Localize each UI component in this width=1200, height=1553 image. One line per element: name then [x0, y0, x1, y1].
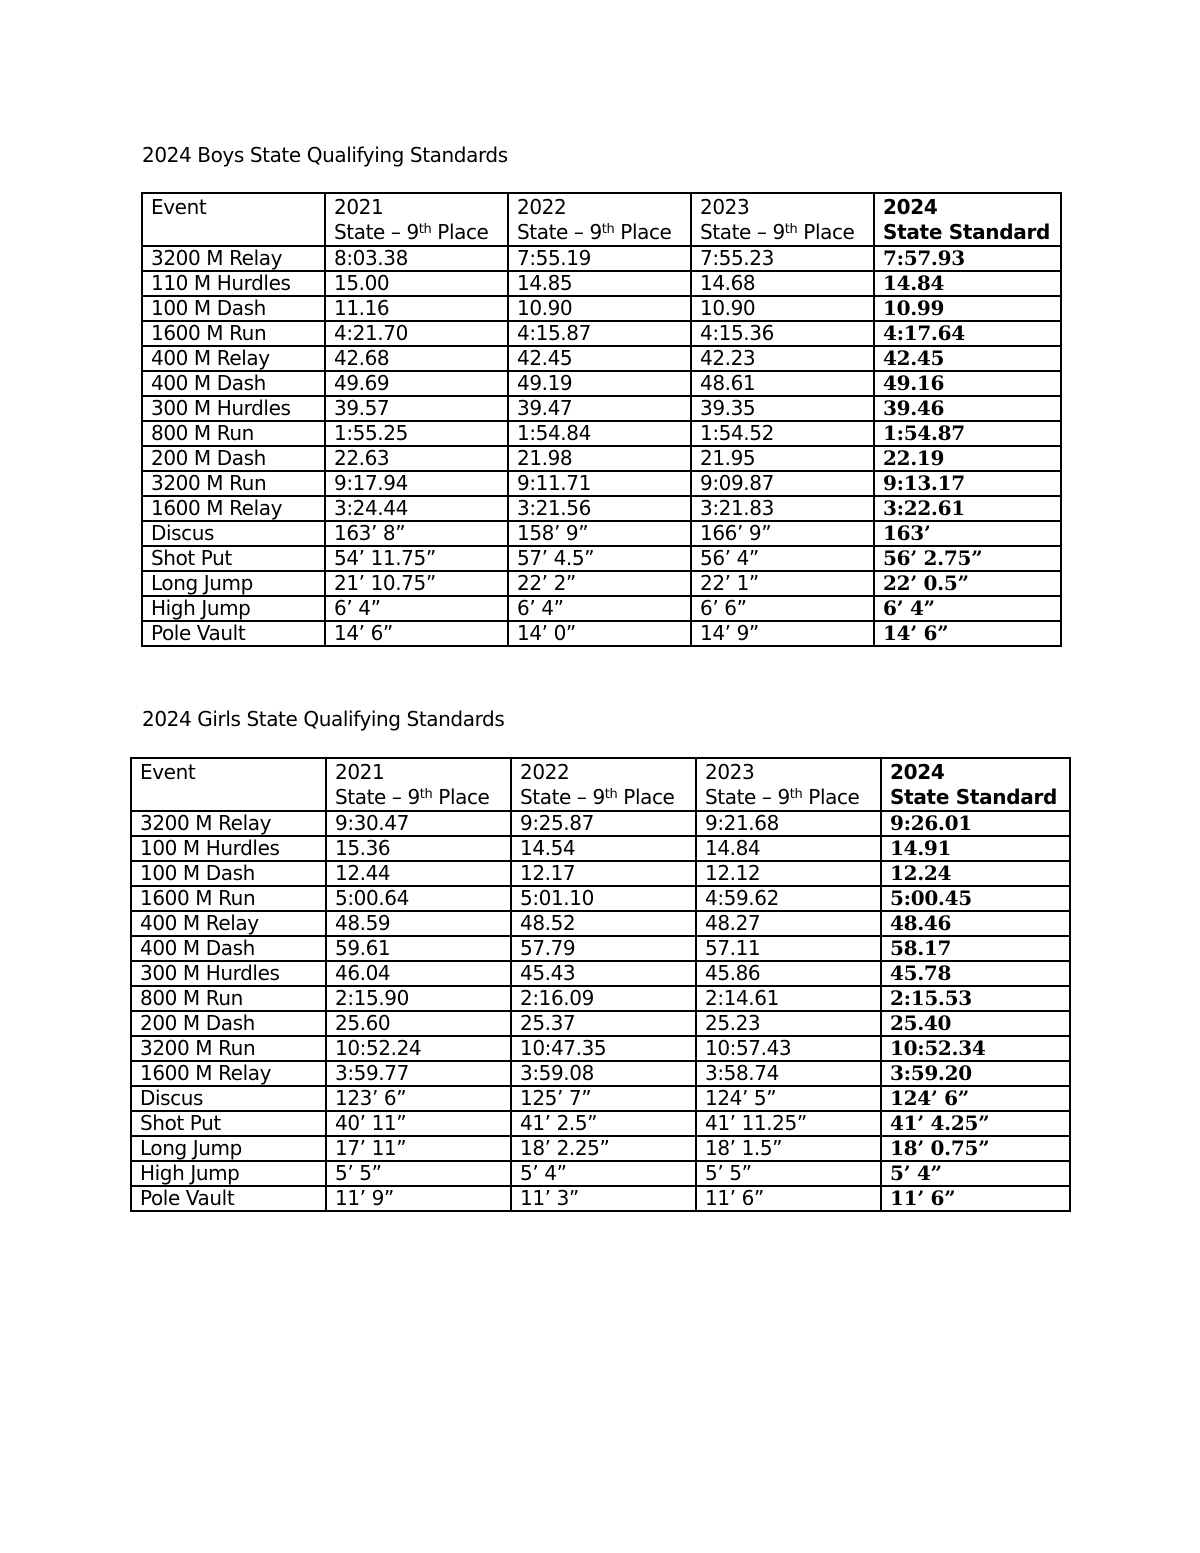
- event-cell: 100 M Dash: [142, 296, 325, 321]
- standard-2024-cell: 42.45: [874, 346, 1061, 371]
- result-2021-cell: 9:17.94: [325, 471, 508, 496]
- boys-standards-table: [141, 192, 1062, 647]
- standard-2024-cell: 14.84: [874, 271, 1061, 296]
- event-cell: 1600 M Run: [131, 886, 326, 911]
- standard-2024-cell: 1:54.87: [874, 421, 1061, 446]
- result-2022-cell: 12.17: [511, 861, 696, 886]
- result-2022-cell: 5’ 4”: [511, 1161, 696, 1186]
- result-2022-cell: 57’ 4.5”: [508, 546, 691, 571]
- result-2023-cell: 42.23: [691, 346, 874, 371]
- table-header-row: [142, 193, 1061, 246]
- header-2022: [511, 758, 696, 811]
- standard-2024-cell: 49.16: [874, 371, 1061, 396]
- result-2021-cell: 2:15.90: [326, 986, 511, 1011]
- table-row: [131, 1061, 1070, 1086]
- event-cell: 1600 M Run: [142, 321, 325, 346]
- event-cell: Long Jump: [142, 571, 325, 596]
- table-row: [131, 986, 1070, 1011]
- result-2021-cell: 1:55.25: [325, 421, 508, 446]
- result-2023-cell: 21.95: [691, 446, 874, 471]
- event-cell: 800 M Run: [142, 421, 325, 446]
- table-row: [142, 271, 1061, 296]
- event-cell: 1600 M Relay: [142, 496, 325, 521]
- result-2022-cell: 41’ 2.5”: [511, 1111, 696, 1136]
- standard-2024-cell: 12.24: [881, 861, 1070, 886]
- result-2023-cell: 25.23: [696, 1011, 881, 1036]
- header-year: 2022: [517, 195, 567, 219]
- header-event: Event: [131, 758, 326, 811]
- table-row: [142, 521, 1061, 546]
- result-2023-cell: 6’ 6”: [691, 596, 874, 621]
- table-row: [131, 811, 1070, 836]
- result-2022-cell: 22’ 2”: [508, 571, 691, 596]
- result-2021-cell: 17’ 11”: [326, 1136, 511, 1161]
- event-cell: Shot Put: [142, 546, 325, 571]
- result-2023-cell: 3:21.83: [691, 496, 874, 521]
- event-cell: Pole Vault: [142, 621, 325, 646]
- event-cell: High Jump: [131, 1161, 326, 1186]
- header-2024-standard: [881, 758, 1070, 811]
- standard-2024-cell: 22.19: [874, 446, 1061, 471]
- result-2023-cell: 3:58.74: [696, 1061, 881, 1086]
- result-2022-cell: 25.37: [511, 1011, 696, 1036]
- result-2023-cell: 48.61: [691, 371, 874, 396]
- header-place: State – 9th Place: [517, 220, 672, 244]
- table-row: [142, 446, 1061, 471]
- result-2022-cell: 48.52: [511, 911, 696, 936]
- result-2022-cell: 3:21.56: [508, 496, 691, 521]
- table-row: [142, 471, 1061, 496]
- result-2021-cell: 4:21.70: [325, 321, 508, 346]
- standard-2024-cell: 7:57.93: [874, 246, 1061, 271]
- result-2021-cell: 14’ 6”: [325, 621, 508, 646]
- header-2021: [326, 758, 511, 811]
- standard-2024-cell: 9:26.01: [881, 811, 1070, 836]
- header-event: Event: [142, 193, 325, 246]
- standard-2024-cell: 25.40: [881, 1011, 1070, 1036]
- standard-2024-cell: 56’ 2.75”: [874, 546, 1061, 571]
- result-2022-cell: 158’ 9”: [508, 521, 691, 546]
- event-cell: 1600 M Relay: [131, 1061, 326, 1086]
- result-2022-cell: 21.98: [508, 446, 691, 471]
- standard-2024-cell: 3:22.61: [874, 496, 1061, 521]
- header-place: State – 9th Place: [520, 785, 675, 809]
- event-cell: 3200 M Relay: [142, 246, 325, 271]
- table-row: [142, 321, 1061, 346]
- header-place: State – 9th Place: [334, 220, 489, 244]
- standard-2024-cell: 58.17: [881, 936, 1070, 961]
- result-2023-cell: 14.84: [696, 836, 881, 861]
- table-row: [142, 621, 1061, 646]
- result-2022-cell: 1:54.84: [508, 421, 691, 446]
- standard-2024-cell: 6’ 4”: [874, 596, 1061, 621]
- result-2023-cell: 56’ 4”: [691, 546, 874, 571]
- standard-2024-cell: 9:13.17: [874, 471, 1061, 496]
- result-2022-cell: 10.90: [508, 296, 691, 321]
- result-2022-cell: 6’ 4”: [508, 596, 691, 621]
- table-row: [142, 346, 1061, 371]
- result-2021-cell: 15.00: [325, 271, 508, 296]
- event-cell: 200 M Dash: [142, 446, 325, 471]
- header-2023: [696, 758, 881, 811]
- header-year: 2024: [883, 195, 938, 219]
- result-2023-cell: 48.27: [696, 911, 881, 936]
- result-2021-cell: 123’ 6”: [326, 1086, 511, 1111]
- standard-2024-cell: 10:52.34: [881, 1036, 1070, 1061]
- standard-2024-cell: 41’ 4.25”: [881, 1111, 1070, 1136]
- standard-2024-cell: 14.91: [881, 836, 1070, 861]
- table-row: [142, 571, 1061, 596]
- table-row: [131, 911, 1070, 936]
- result-2021-cell: 5:00.64: [326, 886, 511, 911]
- girls-title: 2024 Girls State Qualifying Standards: [142, 707, 505, 731]
- result-2023-cell: 39.35: [691, 396, 874, 421]
- table-row: [142, 546, 1061, 571]
- standard-2024-cell: 5:00.45: [881, 886, 1070, 911]
- header-2021: [325, 193, 508, 246]
- result-2023-cell: 1:54.52: [691, 421, 874, 446]
- standard-2024-cell: 10.99: [874, 296, 1061, 321]
- result-2023-cell: 4:59.62: [696, 886, 881, 911]
- result-2023-cell: 9:21.68: [696, 811, 881, 836]
- result-2022-cell: 2:16.09: [511, 986, 696, 1011]
- event-cell: 200 M Dash: [131, 1011, 326, 1036]
- standard-2024-cell: 45.78: [881, 961, 1070, 986]
- result-2022-cell: 49.19: [508, 371, 691, 396]
- result-2023-cell: 2:14.61: [696, 986, 881, 1011]
- result-2023-cell: 10:57.43: [696, 1036, 881, 1061]
- result-2021-cell: 163’ 8”: [325, 521, 508, 546]
- result-2022-cell: 4:15.87: [508, 321, 691, 346]
- table-row: [142, 421, 1061, 446]
- girls-standards-table: [130, 757, 1071, 1212]
- table-row: [131, 1086, 1070, 1111]
- table-row: [142, 396, 1061, 421]
- header-year: 2023: [705, 760, 755, 784]
- result-2021-cell: 22.63: [325, 446, 508, 471]
- result-2023-cell: 14’ 9”: [691, 621, 874, 646]
- event-cell: 110 M Hurdles: [142, 271, 325, 296]
- table-row: [131, 1011, 1070, 1036]
- event-cell: 300 M Hurdles: [131, 961, 326, 986]
- event-cell: Discus: [142, 521, 325, 546]
- result-2022-cell: 18’ 2.25”: [511, 1136, 696, 1161]
- result-2023-cell: 9:09.87: [691, 471, 874, 496]
- event-cell: 400 M Dash: [131, 936, 326, 961]
- result-2022-cell: 7:55.19: [508, 246, 691, 271]
- result-2022-cell: 14.85: [508, 271, 691, 296]
- result-2022-cell: 125’ 7”: [511, 1086, 696, 1111]
- result-2023-cell: 11’ 6”: [696, 1186, 881, 1211]
- header-2023: [691, 193, 874, 246]
- result-2023-cell: 41’ 11.25”: [696, 1111, 881, 1136]
- result-2022-cell: 9:11.71: [508, 471, 691, 496]
- result-2023-cell: 10.90: [691, 296, 874, 321]
- result-2021-cell: 3:24.44: [325, 496, 508, 521]
- result-2022-cell: 39.47: [508, 396, 691, 421]
- table-row: [131, 936, 1070, 961]
- table-row: [142, 596, 1061, 621]
- result-2023-cell: 124’ 5”: [696, 1086, 881, 1111]
- header-2022: [508, 193, 691, 246]
- result-2022-cell: 14.54: [511, 836, 696, 861]
- table-row: [131, 961, 1070, 986]
- event-cell: 3200 M Run: [131, 1036, 326, 1061]
- standard-2024-cell: 14’ 6”: [874, 621, 1061, 646]
- result-2021-cell: 46.04: [326, 961, 511, 986]
- girls-table-body: [131, 811, 1070, 1211]
- result-2022-cell: 42.45: [508, 346, 691, 371]
- standard-2024-cell: 39.46: [874, 396, 1061, 421]
- result-2021-cell: 5’ 5”: [326, 1161, 511, 1186]
- boys-table-body: [142, 246, 1061, 646]
- event-cell: 300 M Hurdles: [142, 396, 325, 421]
- standard-2024-cell: 3:59.20: [881, 1061, 1070, 1086]
- table-row: [142, 496, 1061, 521]
- event-cell: 3200 M Relay: [131, 811, 326, 836]
- header-standard-label: State Standard: [883, 220, 1051, 244]
- standard-2024-cell: 163’: [874, 521, 1061, 546]
- result-2021-cell: 54’ 11.75”: [325, 546, 508, 571]
- result-2021-cell: 48.59: [326, 911, 511, 936]
- result-2023-cell: 14.68: [691, 271, 874, 296]
- result-2022-cell: 10:47.35: [511, 1036, 696, 1061]
- table-row: [142, 296, 1061, 321]
- event-cell: 100 M Dash: [131, 861, 326, 886]
- result-2021-cell: 8:03.38: [325, 246, 508, 271]
- event-cell: 400 M Relay: [142, 346, 325, 371]
- result-2023-cell: 45.86: [696, 961, 881, 986]
- result-2021-cell: 11.16: [325, 296, 508, 321]
- event-cell: Pole Vault: [131, 1186, 326, 1211]
- header-year: 2022: [520, 760, 570, 784]
- event-cell: 400 M Dash: [142, 371, 325, 396]
- result-2021-cell: 59.61: [326, 936, 511, 961]
- event-cell: 400 M Relay: [131, 911, 326, 936]
- boys-title: 2024 Boys State Qualifying Standards: [142, 143, 508, 167]
- standard-2024-cell: 18’ 0.75”: [881, 1136, 1070, 1161]
- table-row: [131, 836, 1070, 861]
- result-2022-cell: 5:01.10: [511, 886, 696, 911]
- table-row: [131, 1136, 1070, 1161]
- result-2021-cell: 3:59.77: [326, 1061, 511, 1086]
- result-2022-cell: 3:59.08: [511, 1061, 696, 1086]
- event-cell: Shot Put: [131, 1111, 326, 1136]
- standard-2024-cell: 11’ 6”: [881, 1186, 1070, 1211]
- result-2022-cell: 45.43: [511, 961, 696, 986]
- table-row: [131, 1111, 1070, 1136]
- result-2022-cell: 57.79: [511, 936, 696, 961]
- table-row: [131, 886, 1070, 911]
- result-2021-cell: 42.68: [325, 346, 508, 371]
- standard-2024-cell: 124’ 6”: [881, 1086, 1070, 1111]
- header-place: State – 9th Place: [335, 785, 490, 809]
- result-2021-cell: 9:30.47: [326, 811, 511, 836]
- result-2023-cell: 57.11: [696, 936, 881, 961]
- result-2021-cell: 21’ 10.75”: [325, 571, 508, 596]
- event-cell: 800 M Run: [131, 986, 326, 1011]
- event-cell: 100 M Hurdles: [131, 836, 326, 861]
- result-2021-cell: 10:52.24: [326, 1036, 511, 1061]
- header-year: 2021: [334, 195, 384, 219]
- result-2023-cell: 5’ 5”: [696, 1161, 881, 1186]
- header-place: State – 9th Place: [700, 220, 855, 244]
- event-cell: 3200 M Run: [142, 471, 325, 496]
- table-row: [131, 1161, 1070, 1186]
- result-2023-cell: 12.12: [696, 861, 881, 886]
- result-2021-cell: 15.36: [326, 836, 511, 861]
- result-2023-cell: 18’ 1.5”: [696, 1136, 881, 1161]
- result-2021-cell: 25.60: [326, 1011, 511, 1036]
- result-2022-cell: 9:25.87: [511, 811, 696, 836]
- result-2021-cell: 39.57: [325, 396, 508, 421]
- event-cell: Long Jump: [131, 1136, 326, 1161]
- event-cell: Discus: [131, 1086, 326, 1111]
- header-standard-label: State Standard: [890, 785, 1058, 809]
- table-row: [131, 1036, 1070, 1061]
- event-cell: High Jump: [142, 596, 325, 621]
- standard-2024-cell: 4:17.64: [874, 321, 1061, 346]
- standard-2024-cell: 22’ 0.5”: [874, 571, 1061, 596]
- header-2024-standard: [874, 193, 1061, 246]
- result-2021-cell: 6’ 4”: [325, 596, 508, 621]
- header-year: 2021: [335, 760, 385, 784]
- table-row: [131, 1186, 1070, 1211]
- result-2021-cell: 12.44: [326, 861, 511, 886]
- table-header-row: [131, 758, 1070, 811]
- result-2022-cell: 14’ 0”: [508, 621, 691, 646]
- result-2021-cell: 11’ 9”: [326, 1186, 511, 1211]
- header-place: State – 9th Place: [705, 785, 860, 809]
- result-2021-cell: 40’ 11”: [326, 1111, 511, 1136]
- standard-2024-cell: 5’ 4”: [881, 1161, 1070, 1186]
- table-row: [142, 371, 1061, 396]
- header-year: 2023: [700, 195, 750, 219]
- result-2023-cell: 166’ 9”: [691, 521, 874, 546]
- result-2021-cell: 49.69: [325, 371, 508, 396]
- header-year: 2024: [890, 760, 945, 784]
- standard-2024-cell: 48.46: [881, 911, 1070, 936]
- table-row: [131, 861, 1070, 886]
- result-2023-cell: 4:15.36: [691, 321, 874, 346]
- result-2023-cell: 7:55.23: [691, 246, 874, 271]
- result-2023-cell: 22’ 1”: [691, 571, 874, 596]
- result-2022-cell: 11’ 3”: [511, 1186, 696, 1211]
- standard-2024-cell: 2:15.53: [881, 986, 1070, 1011]
- table-row: [142, 246, 1061, 271]
